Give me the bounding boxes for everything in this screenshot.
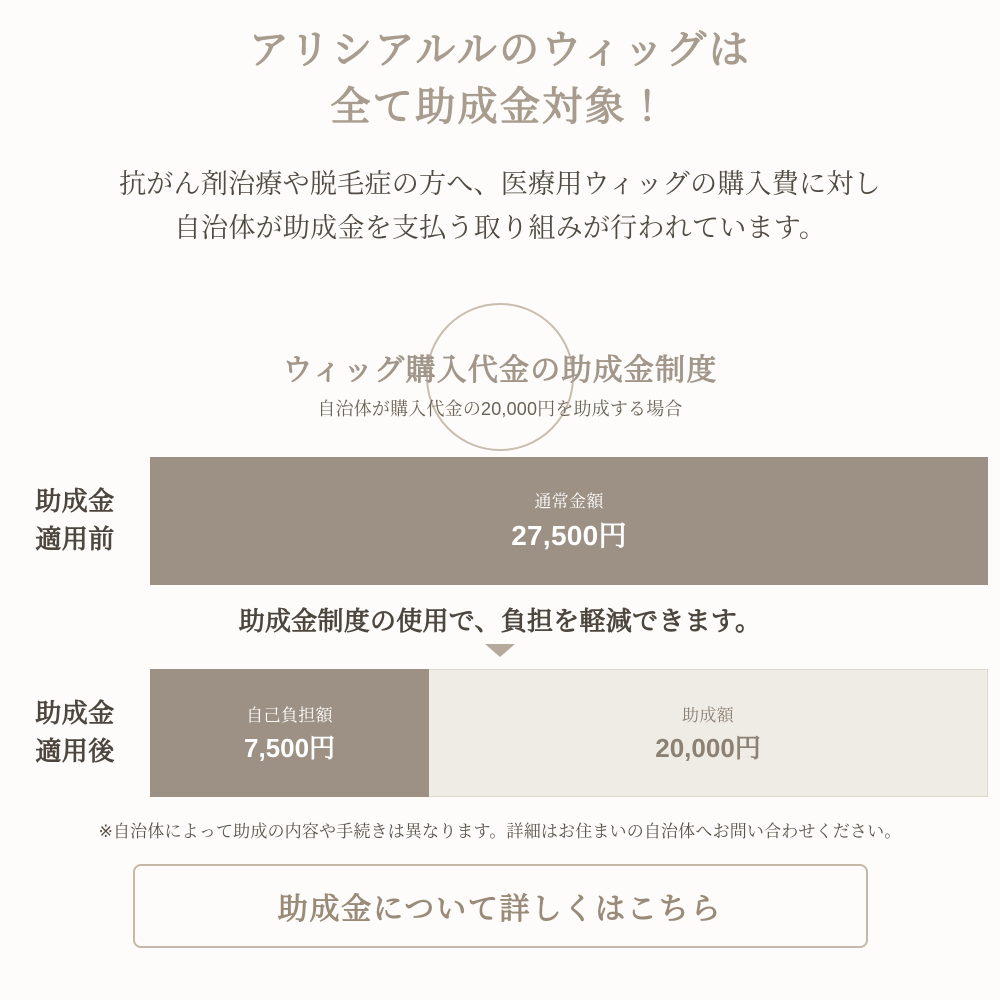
- after-label-line-1: 助成金: [35, 698, 115, 728]
- aid-amount: 20,000円: [655, 732, 761, 763]
- section-heading-block: [0, 303, 1000, 453]
- after-label-line-2: 適用後: [35, 735, 115, 766]
- section-subtitle: 自治体が購入代金の20,000円を助成する場合: [317, 398, 683, 419]
- aid-caption: 助成額: [682, 705, 735, 725]
- headline-line-1: アリシアルルのウィッグは: [248, 28, 752, 72]
- headline-line-2: 全て助成金対象！: [330, 84, 670, 129]
- before-label-line-1: 助成金: [35, 486, 115, 516]
- cta-label: 助成金について詳しくはこちら: [277, 892, 723, 926]
- middle-message: 助成金制度の使用で、負担を軽減できます。: [238, 605, 762, 636]
- self-caption: 自己負担額: [246, 705, 333, 725]
- lead-paragraph: [0, 162, 1000, 251]
- before-bar-label: [0, 483, 150, 558]
- subsidy-details-button[interactable]: [133, 864, 868, 948]
- arrow-down-icon: [485, 644, 515, 657]
- after-bar-row: [0, 669, 1000, 797]
- after-bar-aid-segment: [429, 669, 988, 797]
- before-bar-caption: 通常金額: [534, 492, 604, 512]
- page-title: [0, 0, 1000, 136]
- self-amount: 7,500円: [243, 732, 336, 763]
- after-bar: [150, 669, 988, 797]
- disclaimer-note: ※自治体によって助成の内容や手続きは異なります。詳細はお住まいの自治体へお問い合わせください。: [98, 821, 902, 841]
- before-label-line-2: 適用前: [35, 523, 115, 554]
- before-bar-amount: 27,500円: [511, 520, 627, 552]
- lead-line-1: 抗がん剤治療や脱毛症の方へ、医療用ウィッグの購入費に対し: [119, 168, 881, 199]
- section-title: ウィッグ購入代金の助成金制度: [282, 353, 718, 387]
- before-bar-row: [0, 457, 1000, 585]
- after-bar-label: [0, 695, 150, 770]
- before-bar: [150, 457, 988, 585]
- after-bar-self-segment: [150, 669, 429, 797]
- lead-line-2: 自治体が助成金を支払う取り組みが行われています。: [173, 213, 827, 244]
